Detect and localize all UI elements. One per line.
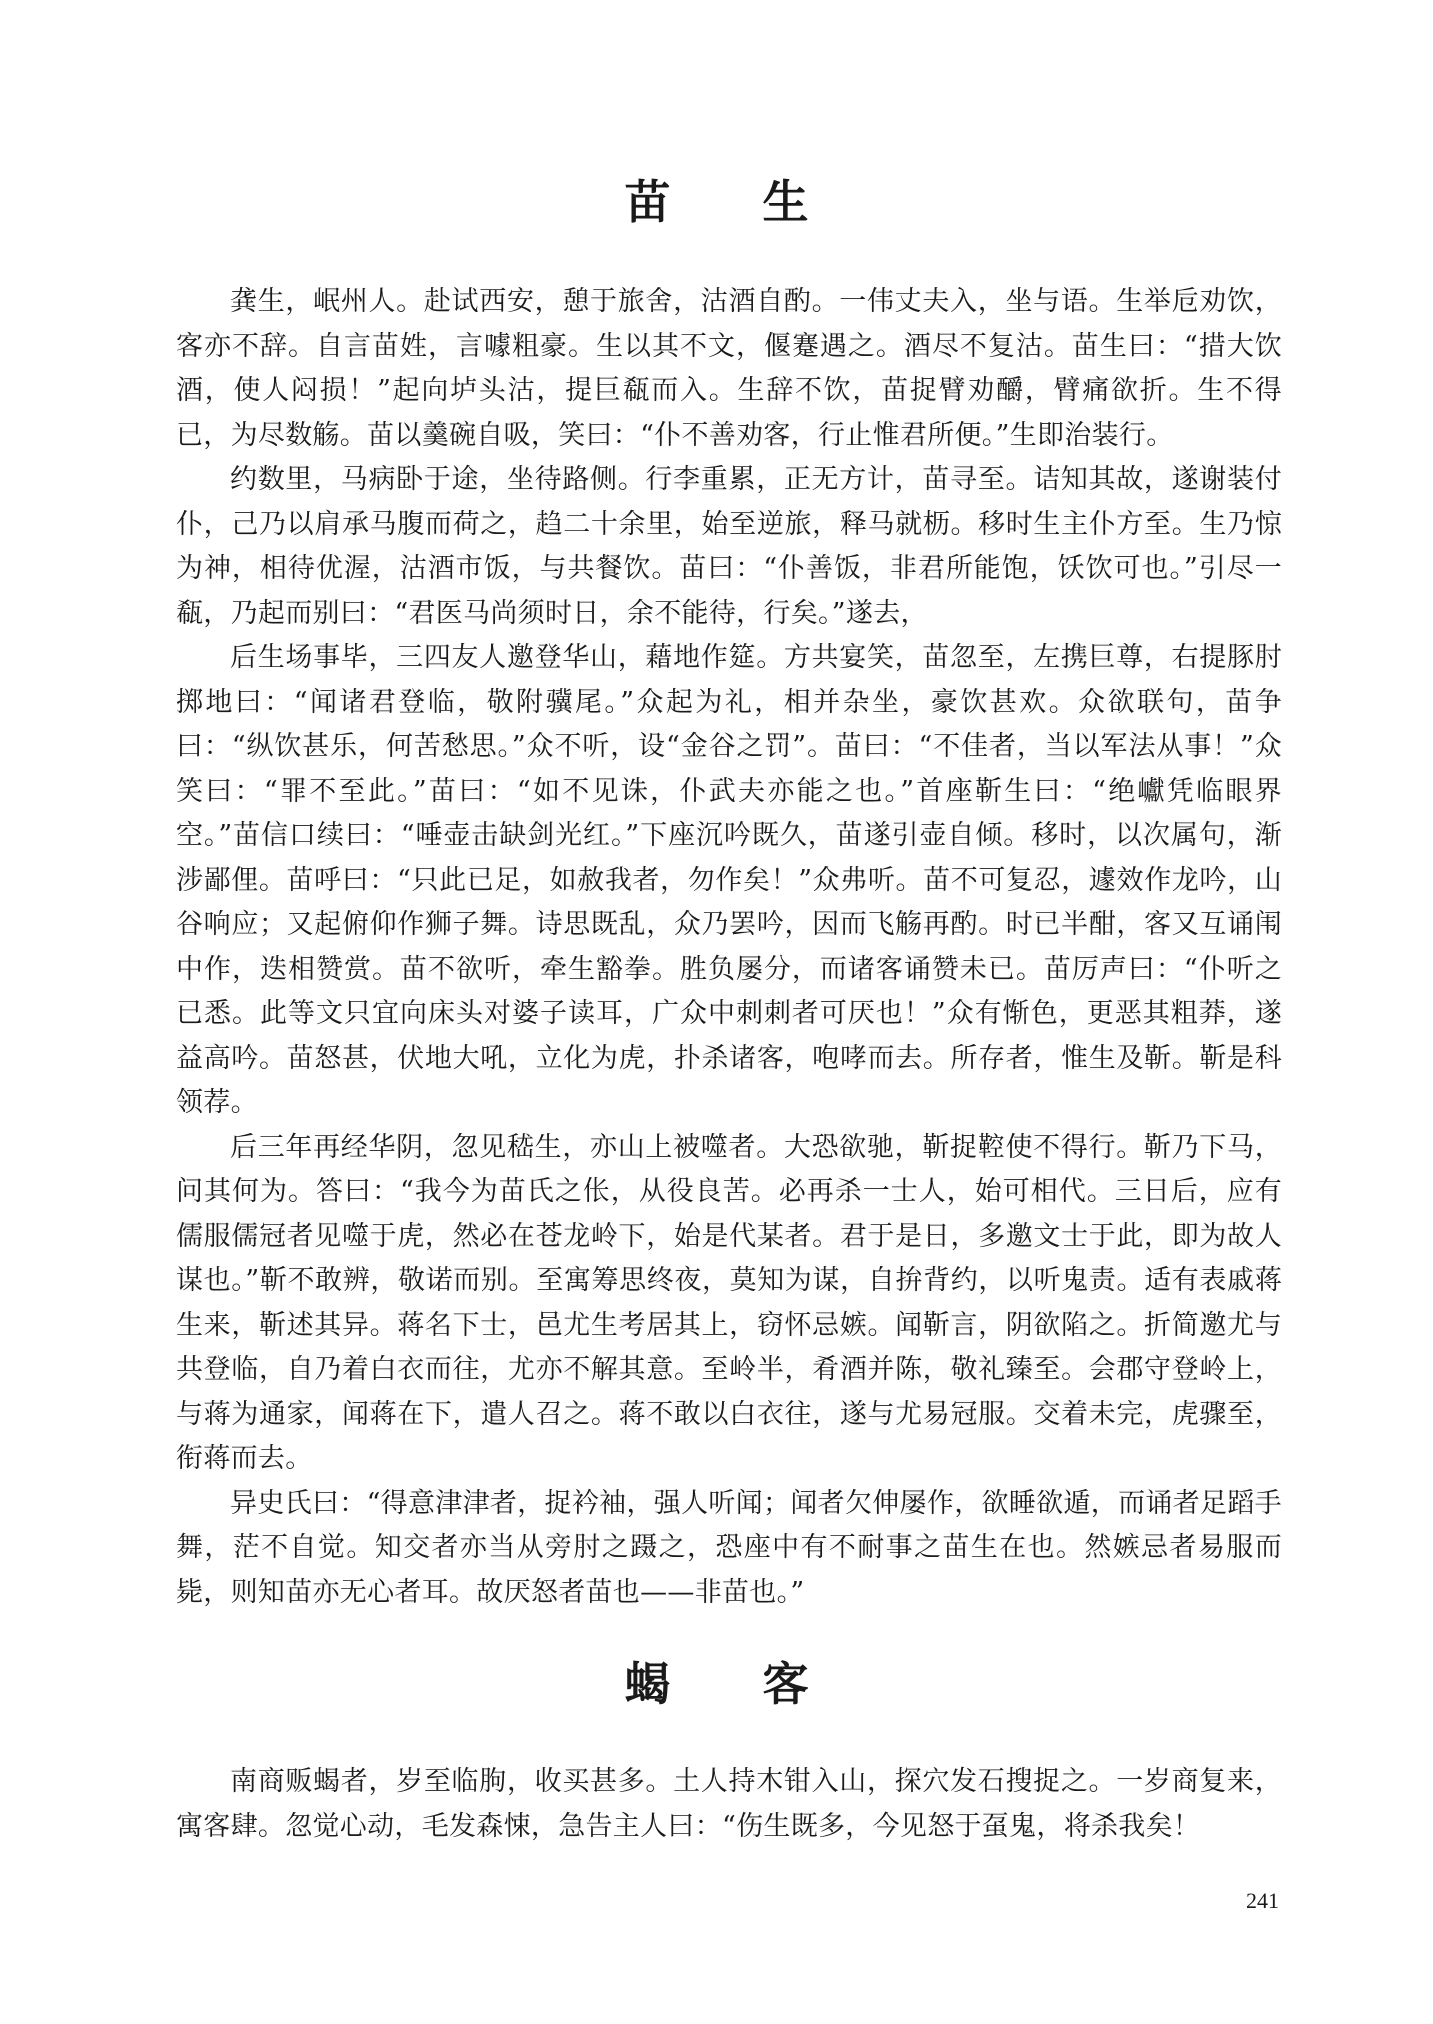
chapter-body-xie-ke [176, 1760, 1282, 1849]
page-number: 241 [1246, 1888, 1279, 1913]
paragraph: 南商贩蝎者，岁至临朐，收买甚多。土人持木钳入山，探穴发石搜捉之。一岁商复来，寓客肆。忽觉心动，毛发森悚，急告主人曰：“伤生既多，今见怒于虿鬼，将杀我矣！ [176, 1766, 1282, 1842]
paragraph: 龚生，岷州人。赴试西安，憩于旅舍，沽酒自酌。一伟丈夫入，坐与语。生举卮劝饮，客亦不辞。自言苗姓，言噱粗豪。生以其不文，偃蹇遇之。酒尽不复沽。苗生曰：“措大饮酒，使人闷损！”起向垆头沽，提巨瓻而入。生辞不饮，苗捉臂劝釂，臂痛欲折。生不得已，为尽数觞。苗以羹碗自吸，笑曰：“仆不善劝客，行止惟君所便。”生即治装行。 [176, 286, 1282, 451]
paragraph: 后生场事毕，三四友人邀登华山，藉地作筵。方共宴笑，苗忽至，左携巨尊，右提豚肘掷地曰：“闻诸君登临，敬附骥尾。”众起为礼，相并杂坐，豪饮甚欢。众欲联句，苗争曰：“纵饮甚乐，何苦愁思。”众不听，设“金谷之罚”。苗曰：“不佳者，当以军法从事！”众笑曰：“罪不至此。”苗曰：“如不见诛，仆武夫亦能之也。”首座靳生曰：“绝巘凭临眼界空。”苗信口续曰：“唾壶击缺剑光红。”下座沉吟既久，苗遂引壶自倾。移时，以次属句，渐涉鄙俚。苗呼曰：“只此已足，如赦我者，勿作矣！”众弗听。苗不可复忍，遽效作龙吟，山谷响应；又起俯仰作狮子舞。诗思既乱，众乃罢吟，因而飞觞再酌。时已半酣，客又互诵闱中作，迭相赞赏。苗不欲听，牵生豁拳。胜负屡分，而诸客诵赞未已。苗厉声曰：“仆听之已悉。此等文只宜向床头对婆子读耳，广众中刺刺者可厌也！”众有惭色，更恶其粗莽，遂益高吟。苗怒甚，伏地大吼，立化为虎，扑杀诸客，咆哮而去。所存者，惟生及靳。靳是科领荐。 [176, 642, 1282, 1118]
paragraph: 约数里，马病卧于途，坐待路侧。行李重累，正无方计，苗寻至。诘知其故，遂谢装付仆，己乃以肩承马腹而荷之，趋二十余里，始至逆旅，释马就枥。移时生主仆方至。生乃惊为神，相待优渥，沽酒市饭，与共餐饮。苗曰：“仆善饭，非君所能饱，饫饮可也。”引尽一瓻，乃起而别曰：“君医马尚须时日，余不能待，行矣。”遂去， [176, 464, 1282, 629]
chapter-body-miao-sheng [176, 280, 1282, 1615]
chapter-title-miao-sheng: 苗 生 [624, 175, 847, 229]
paragraph-commentary: 异史氏曰：“得意津津者，捉衿袖，强人听闻；闻者欠伸屡作，欲睡欲遁，而诵者足蹈手舞，茫不自觉。知交者亦当从旁肘之蹑之，恐座中有不耐事之苗生在也。然嫉忌者易服而毙，则知苗亦无心者耳。故厌怒者苗也——非苗也。” [176, 1487, 1282, 1608]
paragraph: 后三年再经华阴，忽见嵇生，亦山上被噬者。大恐欲驰，靳捉鞚使不得行。靳乃下马，问其何为。答曰：“我今为苗氏之伥，从役良苦。必再杀一士人，始可相代。三日后，应有儒服儒冠者见噬于虎，然必在苍龙岭下，始是代某者。君于是日，多邀文士于此，即为故人谋也。”靳不敢辨，敬诺而别。至寓筹思终夜，莫知为谋，自拚背约，以听鬼责。适有表戚蒋生来，靳述其异。蒋名下士，邑尤生考居其上，窃怀忌嫉。闻靳言，阴欲陷之。折简邀尤与共登临，自乃着白衣而往，尤亦不解其意。至岭半，肴酒并陈，敬礼臻至。会郡守登岭上，与蒋为通家，闻蒋在下，遣人召之。蒋不敢以白衣往，遂与尤易冠服。交着未完，虎骤至，衔蒋而去。 [176, 1131, 1282, 1474]
chapter-title-xie-ke: 蝎 客 [624, 1657, 847, 1711]
